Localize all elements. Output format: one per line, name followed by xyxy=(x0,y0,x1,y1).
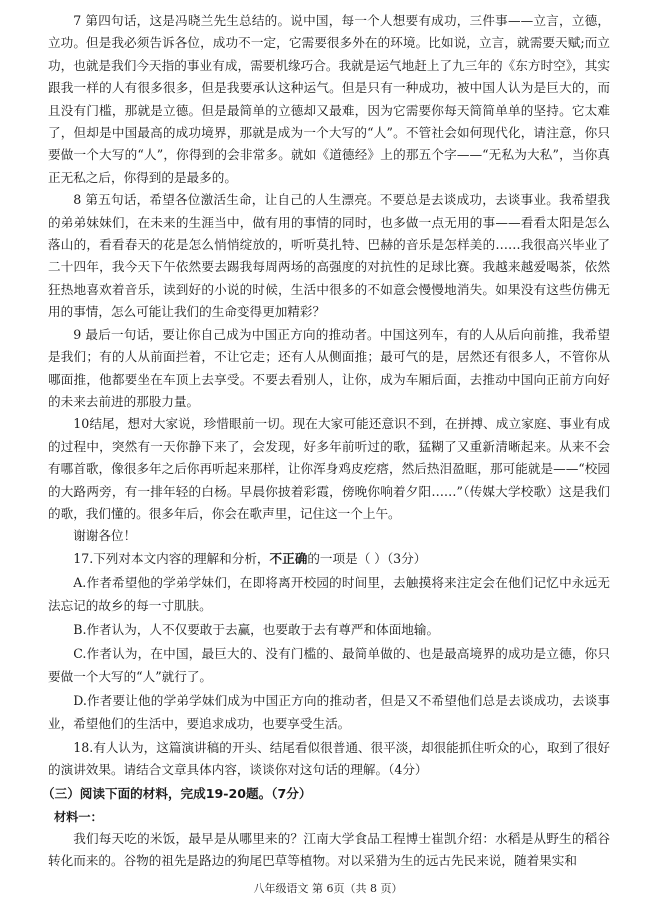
q17-stem-suffix: 的一项是（ ）（3分） xyxy=(307,550,427,566)
section-3-heading: （三）阅读下面的材料，完成19-20题。（7分） xyxy=(42,785,312,801)
paragraph-9: 9 最后一句话，要让你自己成为中国正方向的推动者。中国这列车，有的人从后向前推，我希望是我们；有的人从前面拦着，不让它走；还有人从侧面推；最可气的是，居然还有很多人，不管你从哪面推，他都要坐在车顶上去享受。不要去看别人，让你，成为车厢后面，去推动中国向正前方向好的未来去前进的那股力量。 xyxy=(48,326,610,409)
q17-option-d: D.作者要让他的学弟学妹们成为中国正方向的推动者，但是又不希望他们总是去谈成功，去谈事业，希望他们的生活中，要追求成功，也要享受生活。 xyxy=(48,693,610,731)
q17-option-a: A.作者希望他的学弟学妹们，在即将离开校园的时间里，去触摸将来注定会在他们记忆中永远无法忘记的故乡的每一寸肌肤。 xyxy=(48,575,610,613)
question-17-stem xyxy=(48,548,610,570)
q17-option-b: B.作者认为，人不仅要敢于去赢，也要敢于去有尊严和体面地输。 xyxy=(73,621,440,637)
paragraph-7: 7 第四句话，这是冯晓兰先生总结的。说中国，每一个人想要有成功，三件事——立言，立德，立功。但是我必须告诉各位，成功不一定，它需要很多外在的环境。比如说，立言，就需要天赋;而立功，也就是我们今天指的事业有成，需要机缘巧合。我就是运气地赶上了九三年的《东方时空》，其实跟我一样的人有很多很多，但是我要承认这种运气。但是只有一种成功，被中国人认为是巨大的，而且没有门槛，那就是立德。但是最简单的立德却又最难，因为它需要你每天简简单单的坚持。它太难了，但却是中国最高的成功境界，那就是成为一个大写的“人”。不管社会如何现代化，请注意，你只要做一个大写的“人”，你得到的会非常多。就如《道德经》上的那五个字——“无私为大私”，当你真正无私之后，你得到的是最多的。 xyxy=(48,13,610,185)
paragraph-8: 8 第五句话，希望各位激活生命，让自己的人生漂亮。不要总是去谈成功，去谈事业。我希望我的弟弟妹妹们，在未来的生涯当中，做有用的事情的同时，也多做一点无用的事——看看太阳是怎么落山的，看看春天的花是怎么悄悄绽放的，听听莫扎特、巴赫的音乐是怎样美的……我很高兴毕业了二十四年，我今天下午依然要去踢我每周两场的高强度的对抗性的足球比赛。我越来越爱喝茶，依然狂热地喜欢着音乐，读到好的小说的时候，生活中很多的不如意会慢慢地消失。如果没有这些仿佛无用的事情，怎么可能让我们的生命变得更加精彩？ xyxy=(48,192,610,320)
material-1-text: 我们每天吃的米饭，最早是从哪里来的？江南大学食品工程博士崔凯介绍：水稻是从野生的稻谷转化而来的。谷物的祖先是路边的狗尾巴草等植物。对以采猎为生的远古先民来说，随着果实和 xyxy=(48,830,610,869)
q17-option-c: C.作者认为，在中国，最巨大的、没有门槛的、最简单做的、也是最高境界的成功是立德，你只要做一个大写的“人”就行了。 xyxy=(48,646,610,684)
material-1-label: 材料一： xyxy=(54,809,103,824)
q17-stem-prefix: 17.下列对本文内容的理解和分析， xyxy=(73,550,270,566)
paragraph-10: 10结尾，想对大家说，珍惜眼前一切。现在大家可能还意识不到，在拼搏、成立家庭、事业有成的过程中，突然有一天你静下来了，会发现，好多年前听过的歌，猛糊了又重新清晰起来。从来不会有哪首歌，像很多年之后你再听起来那样，让你浑身鸡皮疙瘩，然后热泪盈眶，那可能就是——“校园的大路两旁，有一排年轻的白杨。早晨你披着彩霞，傍晚你响着夕阳……”（传媒大学校歌）这是我们的歌，我们懂的。很多年后，你会在歌声里，记住这一个上午。 xyxy=(48,416,610,521)
page-footer: 八年级语文 第 6页（共 8 页） xyxy=(253,882,403,895)
q17-stem-emphasis: 不正确 xyxy=(269,550,308,566)
thanks-line: 谢谢各位！ xyxy=(73,528,137,544)
question-18: 18.有人认为，这篇演讲稿的开头、结尾看似很普通、很平淡，却很能抓住听众的心，取到了很好的演讲效果。请结合文章具体内容，谈谈你对这句话的理解。（4分） xyxy=(48,740,610,778)
